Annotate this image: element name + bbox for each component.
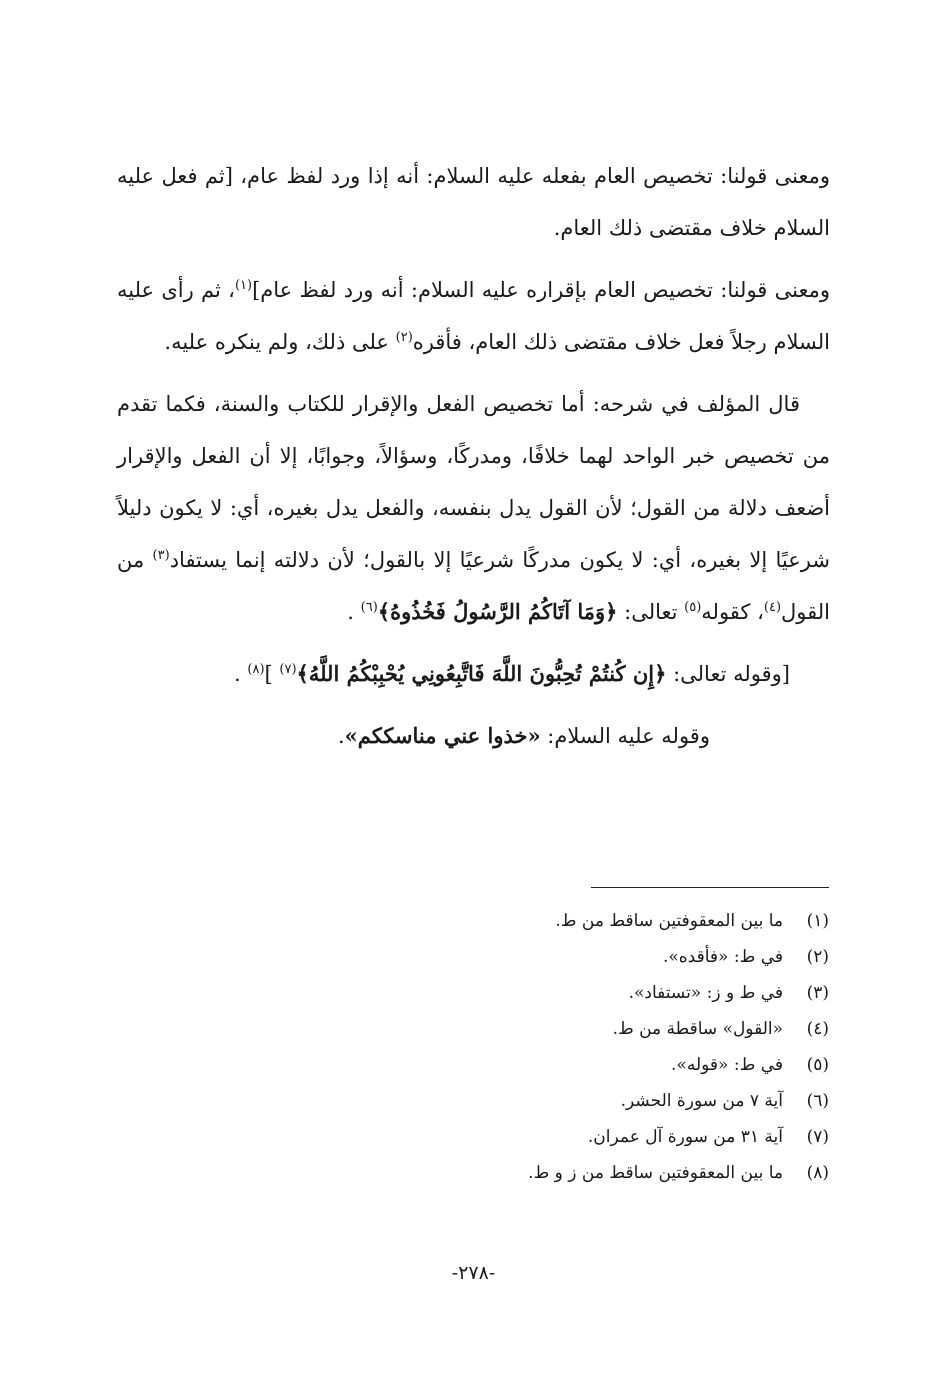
footnote-number: (٥): [806, 1055, 829, 1075]
footnotes-list: [200, 903, 829, 1191]
footnote-1: [200, 903, 829, 939]
paragraph-1: [117, 150, 830, 254]
paragraph-5-text-b: .: [337, 724, 345, 748]
footnote-5: [200, 1047, 829, 1083]
paragraph-1-text: ومعنى قولنا: تخصيص العام بفعله عليه السلام: أنه إذا ورد لفظ عام، [ثم فعل عليه السلام خلاف مقتضى ذلك العام.: [117, 164, 830, 240]
footnote-text: ما بين المعقوفتين ساقط من ط.: [555, 911, 783, 931]
paragraph-3: [117, 378, 830, 638]
paragraph-2: [117, 264, 830, 368]
paragraph-3-text-e: .: [347, 600, 361, 624]
footnote-text: في ط و ز: «تستفاد».: [628, 983, 783, 1003]
page-number: -٢٧٨-: [451, 1262, 496, 1284]
footnote-number: (٢): [806, 947, 829, 967]
footnote-number: (١): [806, 911, 829, 931]
paragraph-4: [117, 648, 830, 700]
footnote-text: في ط: «قوله».: [671, 1055, 783, 1075]
footnote-text: في ط: «فأقده».: [662, 947, 783, 967]
footnote-2: [200, 939, 829, 975]
footnote-text: آية ٧ من سورة الحشر.: [620, 1091, 783, 1111]
footnote-text: آية ٣١ من سورة آل عمران.: [587, 1127, 783, 1147]
quran-verse-2: ﴿إِن كُنتُمْ تُحِبُّونَ اللَّهَ فَاتَّبِعُونِي يُحْبِبْكُمُ اللَّهُ﴾: [296, 661, 667, 686]
footnote-number: (٤): [806, 1019, 829, 1039]
footnote-number: (٦): [806, 1091, 829, 1111]
footnote-ref-3[interactable]: (٣): [152, 548, 170, 563]
quran-verse-1: ﴿وَمَا آتَاكُمُ الرَّسُولُ فَخُذُوهُ﴾: [377, 599, 618, 624]
footnote-ref-1[interactable]: (١): [234, 278, 253, 293]
paragraph-2-text-c: على ذلك، ولم ينكره عليه.: [164, 330, 396, 354]
main-text: [117, 150, 830, 772]
paragraph-3-text-d: تعالى:: [617, 600, 685, 624]
hadith-quote: «خذوا عني مناسككم»: [344, 723, 541, 748]
footnote-divider: [591, 887, 829, 888]
footnote-ref-4[interactable]: (٤): [763, 600, 782, 615]
paragraph-4-text-a: [وقوله تعالى:: [666, 662, 790, 686]
paragraph-2-text-a: ومعنى قولنا: تخصيص العام بإقراره عليه السلام: أنه ورد لفظ عام]: [252, 278, 830, 302]
footnote-8: [200, 1155, 829, 1191]
footnote-6: [200, 1083, 829, 1119]
paragraph-5: [117, 710, 830, 762]
footnote-number: (٨): [806, 1163, 829, 1183]
footnote-ref-8[interactable]: (٨): [247, 662, 265, 677]
footnote-ref-5[interactable]: (٥): [684, 600, 702, 615]
footnote-ref-2[interactable]: (٢): [395, 330, 413, 345]
paragraph-3-text-a: قال المؤلف في شرحه: أما تخصيص الفعل والإقرار للكتاب والسنة، فكما تقدم من تخصيص خبر الواحد لهما خلافًا، ومدركًا، وسؤالاً، وجوابًا، إلا أن الفعل والإقرار أضعف دلالة من القول؛ لأن القول يدل بنفسه، والفعل يدل بغيره، أي: لا يكون دليلاً شرعيًا إلا بغيره، أي: لا يكون مدركًا شرعيًا إلا بالقول؛ لأن دلالته إنما يستفاد: [117, 392, 830, 572]
paragraph-4-text-c: .: [234, 662, 248, 686]
paragraph-2-text-b: ، ثم رأى عليه السلام رجلاً فعل خلاف مقتضى ذلك العام، فأقره: [117, 278, 830, 354]
footnote-number: (٧): [806, 1127, 829, 1147]
footnote-text: ما بين المعقوفتين ساقط من ز و ط.: [528, 1163, 783, 1183]
footnote-ref-7[interactable]: (٧): [279, 662, 297, 677]
footnote-7: [200, 1119, 829, 1155]
paragraph-3-text-c: ، كقوله: [701, 600, 764, 624]
footnote-text: «القول» ساقطة من ط.: [612, 1019, 783, 1039]
footnote-4: [200, 1011, 829, 1047]
paragraph-5-text-a: وقوله عليه السلام:: [540, 724, 710, 748]
paragraph-4-text-b: ]: [264, 662, 280, 686]
paragraph-3-text-b: من القول: [117, 548, 830, 624]
footnote-ref-6[interactable]: (٦): [360, 600, 378, 615]
footnote-number: (٣): [806, 983, 829, 1003]
footnote-3: [200, 975, 829, 1011]
